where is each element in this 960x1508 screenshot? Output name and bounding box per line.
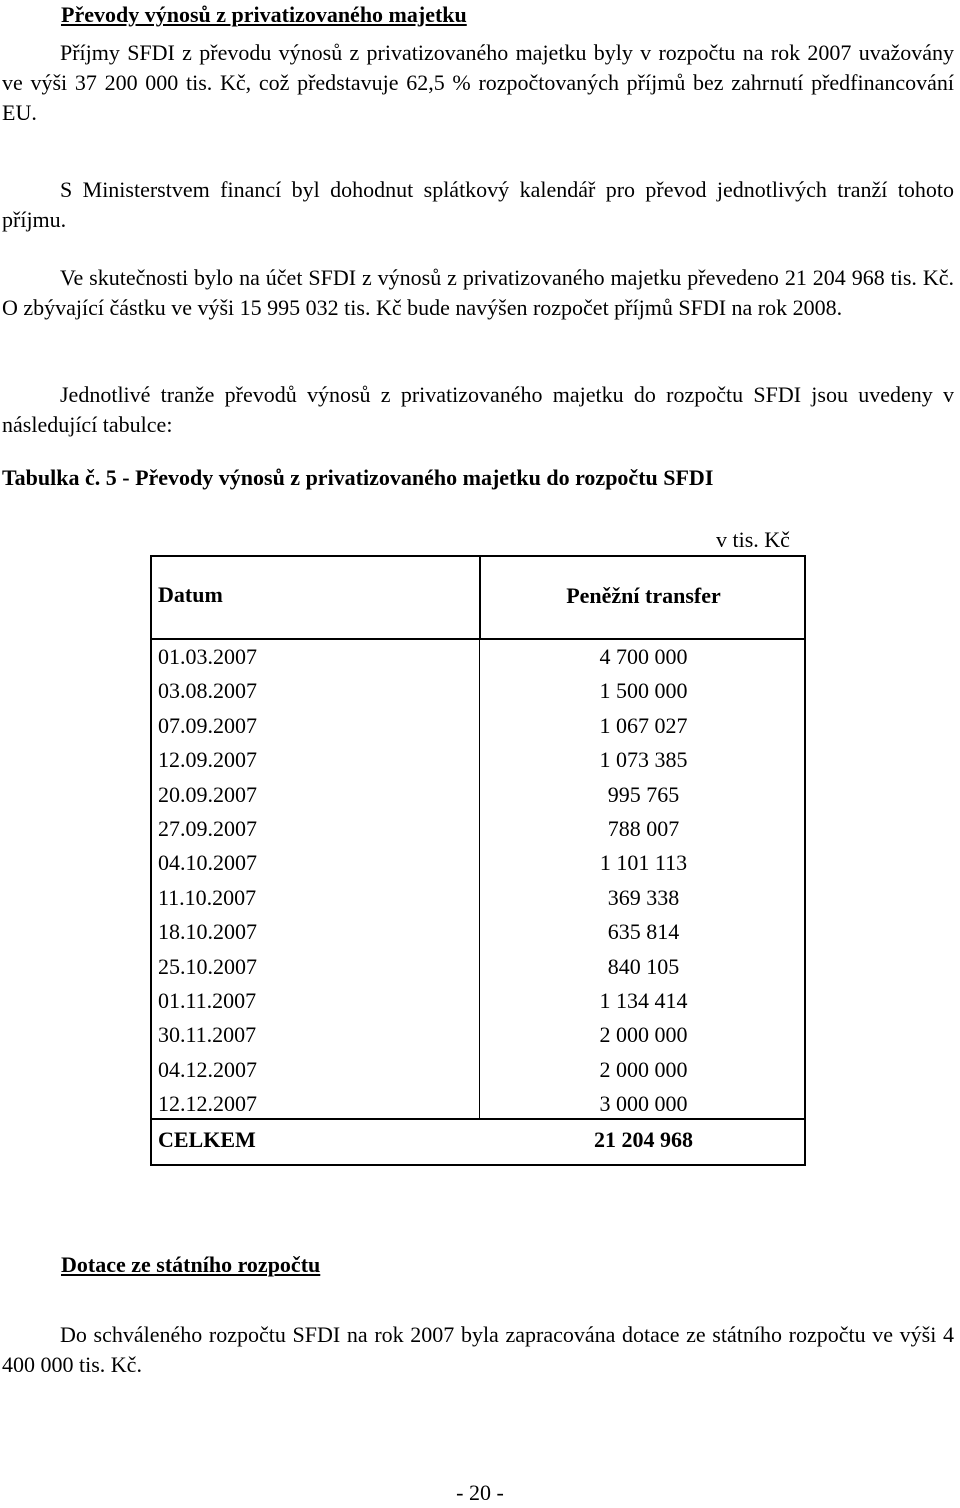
table-caption: Tabulka č. 5 - Převody výnosů z privatizovaného majetku do rozpočtu SFDI [2, 465, 714, 490]
row-date: 27.09.2007 [158, 815, 257, 841]
transfers-table [150, 555, 806, 1166]
row-date: 12.12.2007 [158, 1091, 257, 1117]
row-amount: 635 814 [607, 919, 680, 945]
paragraph-table-intro: Jednotlivé tranže převodů výnosů z privatizovaného majetku do rozpočtu SFDI jsou uvedeny v následující tabulce: [2, 382, 954, 437]
row-date: 04.12.2007 [158, 1056, 257, 1082]
table-row [152, 1052, 804, 1086]
table-row [152, 880, 804, 914]
row-amount: 4 700 000 [599, 644, 688, 669]
table-row [152, 708, 804, 742]
row-amount: 1 073 385 [599, 747, 688, 773]
table-row [152, 914, 804, 948]
table-row [152, 949, 804, 983]
row-amount: 369 338 [607, 884, 680, 910]
section-heading-subsidy: Dotace ze státního rozpočtu [61, 1252, 321, 1277]
table-row [152, 845, 804, 879]
paragraph-actual: Ve skutečnosti bylo na účet SFDI z výnosů z privatizovaného majetku převedeno 21 204 968 tis. Kč. O zbývající částku ve výši 15 995 032 tis. Kč bude navýšen rozpočet příjmů SFDI na rok 2008. [2, 265, 954, 320]
total-label: CELKEM [158, 1127, 256, 1152]
row-date: 18.10.2007 [158, 919, 257, 945]
row-amount: 1 067 027 [599, 712, 688, 738]
row-amount: 2 000 000 [599, 1022, 688, 1048]
column-header-transfer: Peněžní transfer [566, 583, 721, 608]
row-date: 01.03.2007 [158, 644, 257, 669]
table-row [152, 673, 804, 707]
page-number: - 20 - [456, 1480, 504, 1505]
row-date: 20.09.2007 [158, 781, 257, 807]
row-amount: 840 105 [607, 953, 680, 979]
row-date: 30.11.2007 [158, 1022, 257, 1048]
paragraph-subsidy: Do schváleného rozpočtu SFDI na rok 2007 byla zapracována dotace ze státního rozpočtu ve výši 4 400 000 tis. Kč. [2, 1322, 954, 1377]
table-row [152, 639, 804, 673]
row-amount: 3 000 000 [599, 1091, 688, 1117]
table-unit: v tis. Kč [716, 527, 790, 552]
total-amount: 21 204 968 [594, 1127, 693, 1152]
row-amount: 1 134 414 [599, 987, 688, 1013]
row-date: 03.08.2007 [158, 678, 257, 704]
table-body [152, 639, 804, 1120]
row-date: 07.09.2007 [158, 712, 257, 738]
row-amount: 2 000 000 [599, 1056, 688, 1082]
table-row [152, 1017, 804, 1051]
row-amount: 788 007 [607, 815, 680, 841]
table-row [152, 811, 804, 845]
table-row [152, 983, 804, 1017]
row-amount: 1 101 113 [599, 850, 688, 876]
row-date: 25.10.2007 [158, 953, 257, 979]
paragraph-income: Příjmy SFDI z převodu výnosů z privatizovaného majetku byly v rozpočtu na rok 2007 uvažovány ve výši 37 200 000 tis. Kč, což představuje 62,5 % rozpočtovaných příjmů bez zahrnutí předfinancování EU. [2, 40, 954, 125]
row-date: 01.11.2007 [158, 987, 257, 1013]
column-header-date: Datum [158, 582, 223, 607]
row-date: 04.10.2007 [158, 850, 257, 876]
table-row [152, 742, 804, 776]
paragraph-schedule: S Ministerstvem financí byl dohodnut splátkový kalendář pro převod jednotlivých tranží tohoto příjmu. [2, 177, 954, 232]
row-amount: 995 765 [607, 781, 680, 807]
row-amount: 1 500 000 [599, 678, 688, 704]
row-date: 11.10.2007 [158, 884, 257, 910]
table-row [152, 777, 804, 811]
section-heading-privatization: Převody výnosů z privatizovaného majetku [61, 2, 467, 27]
row-date: 12.09.2007 [158, 747, 257, 773]
table-row [152, 1086, 804, 1120]
